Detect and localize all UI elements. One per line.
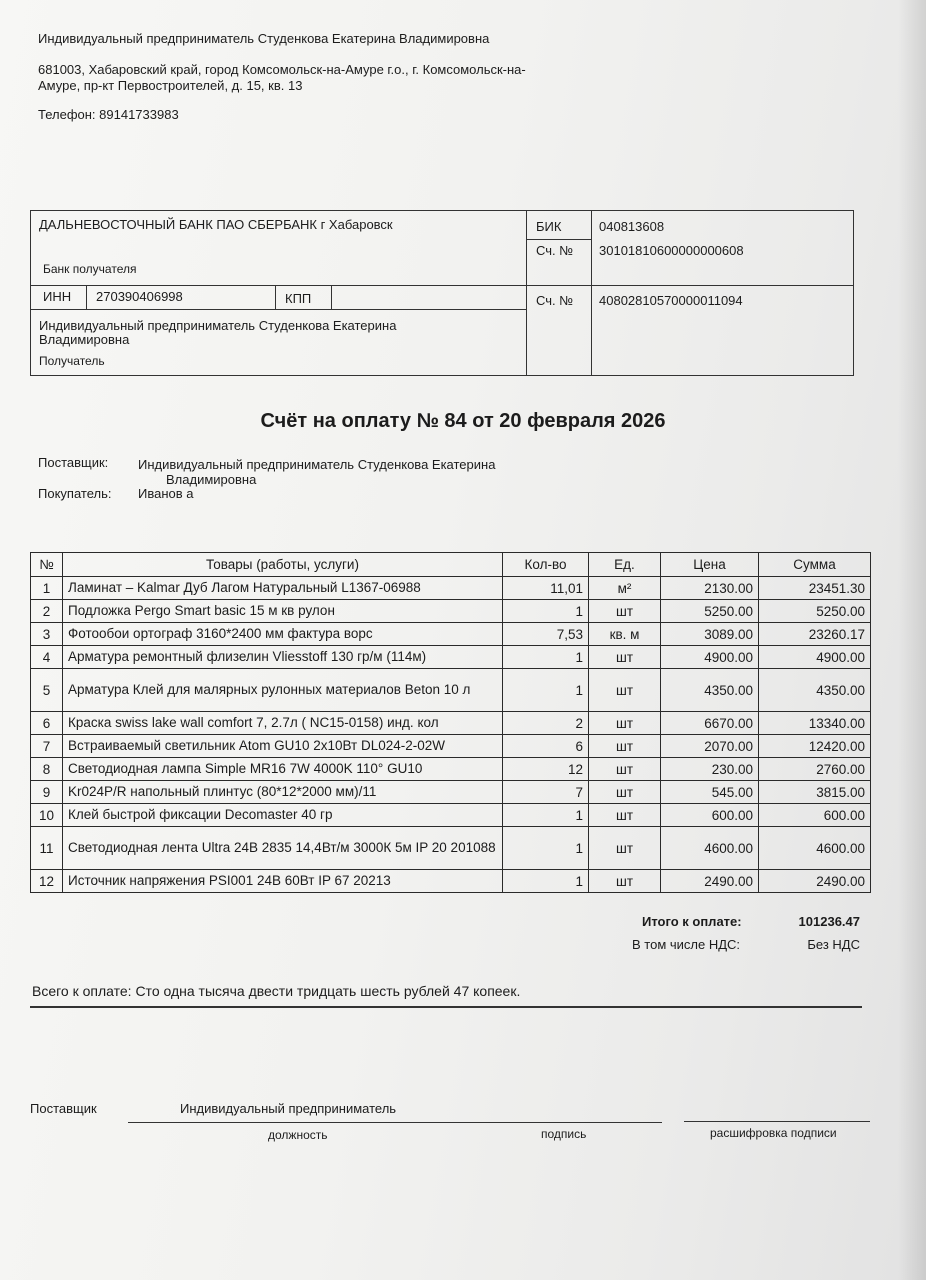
table-row bbox=[31, 758, 871, 781]
account-value: 40802810570000011094 bbox=[599, 293, 743, 308]
row-number: 8 bbox=[31, 758, 63, 781]
row-sum: 4600.00 bbox=[759, 827, 871, 870]
sign-caption: подпись bbox=[541, 1127, 587, 1141]
vat-value: Без НДС bbox=[807, 937, 860, 952]
row-number: 1 bbox=[31, 577, 63, 600]
bank-details-table bbox=[30, 210, 854, 376]
header-quantity: Кол-во bbox=[503, 553, 589, 577]
bik-label: БИК bbox=[536, 219, 562, 234]
row-goods-name: Арматура Клей для малярных рулонных материалов Beton 10 л bbox=[63, 669, 503, 712]
row-unit: шт bbox=[589, 712, 661, 735]
row-unit: шт bbox=[589, 600, 661, 623]
row-quantity: 11,01 bbox=[503, 577, 589, 600]
table-row bbox=[31, 712, 871, 735]
row-quantity: 6 bbox=[503, 735, 589, 758]
row-number: 3 bbox=[31, 623, 63, 646]
row-quantity: 1 bbox=[503, 870, 589, 893]
row-number: 6 bbox=[31, 712, 63, 735]
row-quantity: 1 bbox=[503, 804, 589, 827]
supplier-address-line2: Амуре, пр-кт Первостроителей, д. 15, кв. 13 bbox=[38, 78, 303, 93]
row-number: 7 bbox=[31, 735, 63, 758]
inn-value: 270390406998 bbox=[96, 289, 183, 304]
row-goods-name: Клей быстрой фиксации Decomaster 40 гр bbox=[63, 804, 503, 827]
bik-value: 040813608 bbox=[599, 219, 665, 234]
row-number: 12 bbox=[31, 870, 63, 893]
row-price: 2130.00 bbox=[661, 577, 759, 600]
row-unit: шт bbox=[589, 646, 661, 669]
row-goods-name: Kr024P/R напольный плинтус (80*12*2000 мм)/11 bbox=[63, 781, 503, 804]
row-price: 6670.00 bbox=[661, 712, 759, 735]
row-goods-name: Подложка Pergo Smart basic 15 м кв рулон bbox=[63, 600, 503, 623]
supplier-name: Индивидуальный предприниматель Студенкова Екатерина Владимировна bbox=[38, 31, 490, 46]
header-sum: Сумма bbox=[759, 553, 871, 577]
bank-caption: Банк получателя bbox=[43, 262, 137, 276]
row-sum: 600.00 bbox=[759, 804, 871, 827]
row-quantity: 1 bbox=[503, 827, 589, 870]
row-number: 2 bbox=[31, 600, 63, 623]
row-price: 4900.00 bbox=[661, 646, 759, 669]
page-shadow bbox=[898, 0, 926, 1280]
row-unit: шт bbox=[589, 781, 661, 804]
supplier-phone: Телефон: 89141733983 bbox=[38, 107, 179, 122]
table-row bbox=[31, 870, 871, 893]
recipient-name-line2: Владимировна bbox=[39, 332, 130, 347]
row-price: 4350.00 bbox=[661, 669, 759, 712]
row-sum: 3815.00 bbox=[759, 781, 871, 804]
table-row bbox=[31, 735, 871, 758]
signature-position-value: Индивидуальный предприниматель bbox=[180, 1101, 397, 1116]
row-price: 545.00 bbox=[661, 781, 759, 804]
row-unit: шт bbox=[589, 669, 661, 712]
signature-supplier-label: Поставщик bbox=[30, 1101, 97, 1116]
row-quantity: 7 bbox=[503, 781, 589, 804]
row-quantity: 12 bbox=[503, 758, 589, 781]
decode-caption: расшифровка подписи bbox=[710, 1126, 837, 1140]
amount-in-words: Всего к оплате: Сто одна тысяча двести тридцать шесть рублей 47 копеек. bbox=[32, 983, 521, 999]
supplier-label: Поставщик: bbox=[38, 455, 109, 470]
row-quantity: 1 bbox=[503, 646, 589, 669]
table-row bbox=[31, 827, 871, 870]
table-row bbox=[31, 600, 871, 623]
row-sum: 23260.17 bbox=[759, 623, 871, 646]
row-sum: 2490.00 bbox=[759, 870, 871, 893]
row-unit: шт bbox=[589, 870, 661, 893]
buyer-label: Покупатель: bbox=[38, 486, 112, 501]
row-goods-name: Встраиваемый светильник Atom GU10 2x10Вт DL024-2-02W bbox=[63, 735, 503, 758]
row-quantity: 1 bbox=[503, 669, 589, 712]
row-goods-name: Источник напряжения PSI001 24В 60Вт IP 67 20213 bbox=[63, 870, 503, 893]
row-number: 4 bbox=[31, 646, 63, 669]
row-goods-name: Ламинат – Kalmar Дуб Лагом Натуральный L1367-06988 bbox=[63, 577, 503, 600]
signature-line-decode bbox=[684, 1121, 870, 1122]
row-number: 9 bbox=[31, 781, 63, 804]
invoice-title: Счёт на оплату № 84 от 20 февраля 2026 bbox=[260, 410, 666, 432]
row-sum: 5250.00 bbox=[759, 600, 871, 623]
row-price: 3089.00 bbox=[661, 623, 759, 646]
vat-label: В том числе НДС: bbox=[632, 937, 741, 952]
corr-account-value: 30101810600000000608 bbox=[599, 243, 744, 258]
table-row bbox=[31, 781, 871, 804]
row-price: 4600.00 bbox=[661, 827, 759, 870]
row-number: 5 bbox=[31, 669, 63, 712]
position-caption: должность bbox=[268, 1128, 328, 1142]
kpp-label: КПП bbox=[285, 291, 312, 306]
supplier-value-line2: Владимировна bbox=[166, 472, 257, 487]
header-price: Цена bbox=[661, 553, 759, 577]
row-sum: 2760.00 bbox=[759, 758, 871, 781]
table-row bbox=[31, 623, 871, 646]
row-quantity: 7,53 bbox=[503, 623, 589, 646]
row-unit: шт bbox=[589, 735, 661, 758]
goods-table bbox=[30, 552, 871, 893]
row-goods-name: Фотообои ортограф 3160*2400 мм фактура ворс bbox=[63, 623, 503, 646]
supplier-value-line1: Индивидуальный предприниматель Студенкова Екатерина bbox=[138, 457, 496, 472]
row-unit: кв. м bbox=[589, 623, 661, 646]
header-number: № bbox=[31, 553, 63, 577]
table-row bbox=[31, 804, 871, 827]
row-unit: шт bbox=[589, 827, 661, 870]
supplier-address-line1: 681003, Хабаровский край, город Комсомольск-на-Амуре г.о., г. Комсомольск-на- bbox=[38, 62, 526, 77]
row-goods-name: Светодиодная лента Ultra 24В 2835 14,4Вт/м 3000К 5м IP 20 201088 bbox=[63, 827, 503, 870]
row-number: 11 bbox=[31, 827, 63, 870]
row-sum: 4350.00 bbox=[759, 669, 871, 712]
account-label: Сч. № bbox=[536, 293, 574, 308]
row-sum: 12420.00 bbox=[759, 735, 871, 758]
row-goods-name: Светодиодная лампа Simple MR16 7W 4000K 110° GU10 bbox=[63, 758, 503, 781]
row-price: 2490.00 bbox=[661, 870, 759, 893]
row-number: 10 bbox=[31, 804, 63, 827]
row-unit: шт bbox=[589, 804, 661, 827]
table-header-row bbox=[31, 553, 871, 577]
signature-line-main bbox=[128, 1122, 662, 1123]
recipient-name-line1: Индивидуальный предприниматель Студенкова Екатерина bbox=[39, 318, 397, 333]
total-value: 101236.47 bbox=[798, 914, 860, 929]
row-quantity: 2 bbox=[503, 712, 589, 735]
total-label: Итого к оплате: bbox=[642, 914, 742, 929]
row-price: 2070.00 bbox=[661, 735, 759, 758]
row-quantity: 1 bbox=[503, 600, 589, 623]
row-goods-name: Краска swiss lake wall comfort 7, 2.7л ( NC15-0158) инд. кол bbox=[63, 712, 503, 735]
recipient-caption: Получатель bbox=[39, 354, 105, 368]
row-sum: 23451.30 bbox=[759, 577, 871, 600]
row-sum: 4900.00 bbox=[759, 646, 871, 669]
corr-account-label: Сч. № bbox=[536, 243, 574, 258]
table-row bbox=[31, 577, 871, 600]
table-row bbox=[31, 646, 871, 669]
row-sum: 13340.00 bbox=[759, 712, 871, 735]
row-goods-name: Арматура ремонтный флизелин Vliesstoff 130 гр/м (114м) bbox=[63, 646, 503, 669]
header-goods: Товары (работы, услуги) bbox=[63, 553, 503, 577]
table-row bbox=[31, 669, 871, 712]
buyer-value: Иванов а bbox=[138, 486, 194, 501]
row-price: 5250.00 bbox=[661, 600, 759, 623]
row-unit: м² bbox=[589, 577, 661, 600]
row-price: 230.00 bbox=[661, 758, 759, 781]
bank-name: ДАЛЬНЕВОСТОЧНЫЙ БАНК ПАО СБЕРБАНК г Хабаровск bbox=[39, 217, 393, 232]
inn-label: ИНН bbox=[43, 289, 72, 304]
header-unit: Ед. bbox=[589, 553, 661, 577]
amount-rule bbox=[30, 1006, 862, 1008]
row-unit: шт bbox=[589, 758, 661, 781]
row-price: 600.00 bbox=[661, 804, 759, 827]
